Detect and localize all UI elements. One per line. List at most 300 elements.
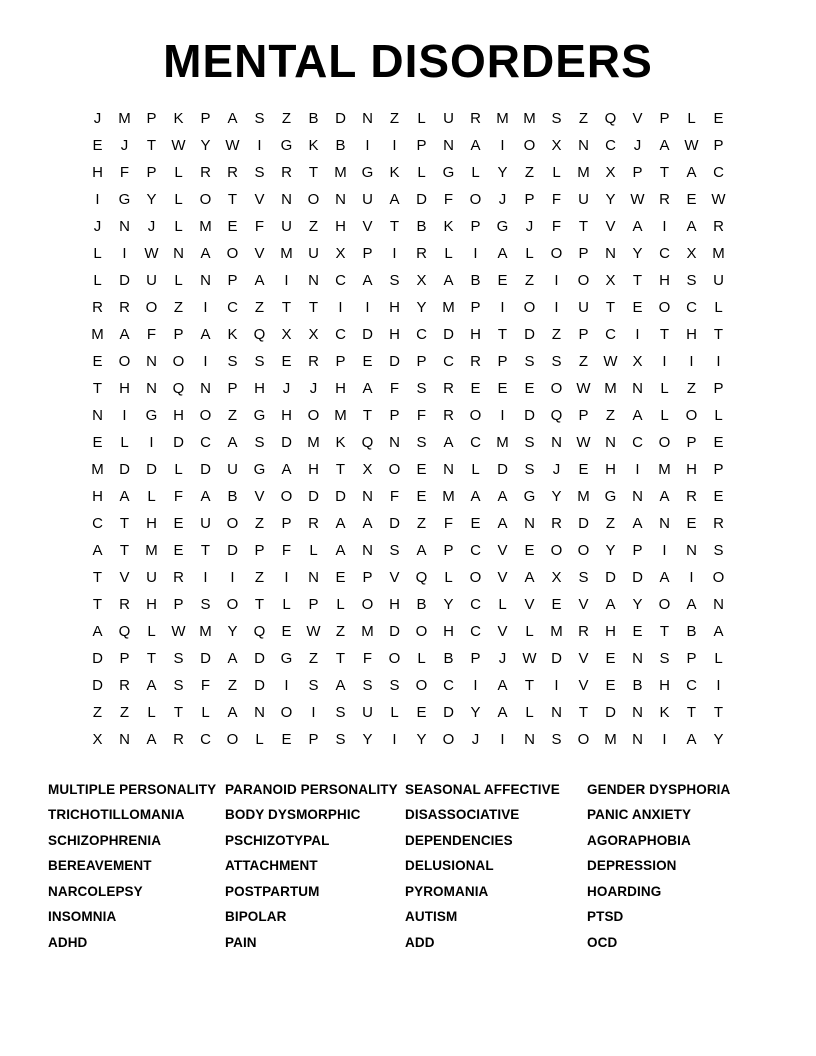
grid-letter: N xyxy=(335,190,346,208)
grid-row xyxy=(84,132,732,159)
grid-letter: F xyxy=(551,190,562,208)
grid-letter: E xyxy=(713,433,724,451)
grid-letter: M xyxy=(280,244,293,262)
grid-letter: A xyxy=(497,514,508,532)
grid-letter: W xyxy=(522,649,537,667)
grid-letter: A xyxy=(659,136,670,154)
grid-letter: M xyxy=(577,487,590,505)
grid-letter: L xyxy=(147,703,156,721)
grid-letter: M xyxy=(442,298,455,316)
grid-letter: P xyxy=(200,109,211,127)
grid-letter: A xyxy=(92,622,103,640)
grid-row xyxy=(84,267,732,294)
grid-letter: U xyxy=(200,514,211,532)
grid-letter: M xyxy=(604,379,617,397)
grid-row xyxy=(84,348,732,375)
grid-letter: V xyxy=(578,595,589,613)
grid-letter: L xyxy=(471,163,480,181)
grid-letter: M xyxy=(199,217,212,235)
grid-letter: U xyxy=(713,271,724,289)
grid-letter: T xyxy=(659,163,670,181)
grid-letter: L xyxy=(174,217,183,235)
grid-letter: K xyxy=(389,163,400,181)
grid-letter: N xyxy=(362,541,373,559)
word-list-item: DEPENDENCIES xyxy=(405,832,513,848)
grid-letter: S xyxy=(389,541,400,559)
grid-letter: A xyxy=(146,730,157,748)
grid-letter: P xyxy=(362,244,373,262)
grid-letter: I xyxy=(203,568,208,586)
grid-letter: P xyxy=(686,649,697,667)
grid-letter: Z xyxy=(254,568,265,586)
grid-letter: O xyxy=(226,514,239,532)
grid-letter: P xyxy=(254,541,265,559)
grid-letter: J xyxy=(525,217,534,235)
grid-letter: F xyxy=(146,325,157,343)
grid-letter: M xyxy=(442,487,455,505)
grid-letter: K xyxy=(335,433,346,451)
grid-letter: N xyxy=(146,379,157,397)
grid-letter: L xyxy=(417,163,426,181)
grid-letter: Y xyxy=(470,703,481,721)
grid-letter: O xyxy=(307,406,320,424)
grid-letter: F xyxy=(443,514,454,532)
grid-letter: I xyxy=(716,352,721,370)
grid-letter: F xyxy=(389,379,400,397)
grid-letter: N xyxy=(173,244,184,262)
grid-letter: A xyxy=(416,541,427,559)
grid-letter: I xyxy=(500,406,505,424)
word-list-item: PYROMANIA xyxy=(405,883,489,899)
grid-letter: T xyxy=(92,379,103,397)
grid-letter: H xyxy=(443,622,454,640)
grid-letter: Y xyxy=(416,730,427,748)
grid-letter: I xyxy=(662,730,667,748)
word-list-item: GENDER DYSPHORIA xyxy=(587,781,731,797)
grid-letter: P xyxy=(173,595,184,613)
grid-letter: L xyxy=(93,271,102,289)
grid-letter: D xyxy=(308,487,319,505)
grid-letter: K xyxy=(443,217,454,235)
grid-letter: I xyxy=(689,568,694,586)
word-list-item: AGORAPHOBIA xyxy=(587,832,691,848)
grid-letter: A xyxy=(362,271,373,289)
grid-letter: P xyxy=(362,568,373,586)
grid-letter: A xyxy=(659,568,670,586)
grid-letter: M xyxy=(658,460,671,478)
grid-letter: M xyxy=(91,325,104,343)
grid-letter: H xyxy=(281,406,292,424)
grid-letter: Y xyxy=(632,595,643,613)
grid-row xyxy=(84,240,732,267)
grid-letter: Y xyxy=(605,190,616,208)
grid-letter: V xyxy=(605,217,616,235)
grid-letter: A xyxy=(119,487,130,505)
grid-letter: L xyxy=(444,244,453,262)
grid-letter: S xyxy=(416,433,427,451)
grid-letter: H xyxy=(335,379,346,397)
grid-letter: C xyxy=(200,433,211,451)
grid-letter: I xyxy=(689,352,694,370)
grid-letter: I xyxy=(392,244,397,262)
grid-letter: L xyxy=(255,730,264,748)
grid-letter: P xyxy=(713,136,724,154)
grid-letter: J xyxy=(282,379,291,397)
grid-letter: S xyxy=(578,568,589,586)
grid-letter: A xyxy=(200,244,211,262)
grid-letter: L xyxy=(174,271,183,289)
grid-letter: L xyxy=(174,190,183,208)
grid-letter: W xyxy=(684,136,699,154)
grid-letter: W xyxy=(711,190,726,208)
grid-row xyxy=(84,618,732,645)
grid-letter: R xyxy=(470,109,481,127)
grid-letter: D xyxy=(92,676,103,694)
grid-letter: A xyxy=(200,487,211,505)
grid-letter: G xyxy=(604,487,617,505)
grid-letter: E xyxy=(524,541,535,559)
grid-letter: S xyxy=(659,649,670,667)
grid-letter: R xyxy=(551,514,562,532)
grid-letter: O xyxy=(658,433,671,451)
grid-letter: A xyxy=(443,271,454,289)
grid-letter: D xyxy=(119,271,130,289)
grid-letter: L xyxy=(93,244,102,262)
grid-letter: I xyxy=(662,541,667,559)
grid-letter: N xyxy=(119,217,130,235)
grid-letter: R xyxy=(470,352,481,370)
grid-row xyxy=(84,564,732,591)
grid-letter: V xyxy=(497,622,508,640)
grid-letter: F xyxy=(362,649,373,667)
grid-letter: C xyxy=(659,244,670,262)
grid-letter: T xyxy=(686,703,697,721)
grid-letter: L xyxy=(525,622,534,640)
grid-letter: L xyxy=(498,595,507,613)
puzzle-title: MENTAL DISORDERS xyxy=(163,35,653,87)
grid-letter: Q xyxy=(253,622,266,640)
grid-letter: E xyxy=(713,487,724,505)
grid-letter: M xyxy=(550,622,563,640)
grid-letter: S xyxy=(254,109,265,127)
grid-letter: L xyxy=(660,406,669,424)
grid-letter: S xyxy=(551,109,562,127)
grid-letter: A xyxy=(443,433,454,451)
grid-letter: C xyxy=(470,433,481,451)
grid-letter: B xyxy=(632,676,643,694)
grid-letter: T xyxy=(119,541,130,559)
grid-letter: I xyxy=(284,568,289,586)
grid-letter: V xyxy=(389,568,400,586)
grid-letter: A xyxy=(335,676,346,694)
word-list-item: ADD xyxy=(405,934,435,950)
grid-letter: A xyxy=(470,136,481,154)
grid-letter: U xyxy=(281,217,292,235)
grid-letter: O xyxy=(172,352,185,370)
grid-letter: N xyxy=(551,433,562,451)
grid-letter: P xyxy=(497,352,508,370)
grid-letter: A xyxy=(713,622,724,640)
grid-letter: D xyxy=(335,487,346,505)
grid-letter: A xyxy=(362,514,373,532)
grid-letter: E xyxy=(227,217,238,235)
grid-letter: F xyxy=(281,541,292,559)
grid-letter: R xyxy=(659,190,670,208)
grid-letter: E xyxy=(416,703,427,721)
grid-letter: H xyxy=(146,514,157,532)
grid-letter: B xyxy=(470,271,481,289)
grid-letter: X xyxy=(92,730,103,748)
grid-letter: M xyxy=(145,541,158,559)
grid-letter: J xyxy=(309,379,318,397)
grid-letter: N xyxy=(200,379,211,397)
grid-letter: N xyxy=(605,433,616,451)
grid-letter: R xyxy=(713,514,724,532)
grid-letter: N xyxy=(605,244,616,262)
grid-letter: D xyxy=(119,460,130,478)
grid-letter: T xyxy=(524,676,535,694)
grid-letter: E xyxy=(551,595,562,613)
grid-letter: S xyxy=(335,703,346,721)
grid-letter: N xyxy=(632,487,643,505)
word-list-column xyxy=(587,777,730,956)
grid-letter: H xyxy=(605,460,616,478)
grid-letter: A xyxy=(686,163,697,181)
word-list-item: DELUSIONAL xyxy=(405,858,494,874)
grid-letter: Z xyxy=(524,271,535,289)
grid-letter: N xyxy=(659,514,670,532)
grid-letter: O xyxy=(658,595,671,613)
grid-letter: P xyxy=(173,325,184,343)
grid-letter: L xyxy=(174,460,183,478)
grid-row xyxy=(84,483,732,510)
word-list-item: ADHD xyxy=(48,934,88,950)
grid-letter: K xyxy=(308,136,319,154)
grid-letter: Y xyxy=(551,487,562,505)
grid-letter: I xyxy=(473,676,478,694)
grid-row xyxy=(84,591,732,618)
grid-letter: P xyxy=(389,406,400,424)
grid-letter: O xyxy=(523,136,536,154)
grid-letter: S xyxy=(254,433,265,451)
grid-letter: P xyxy=(308,730,319,748)
grid-letter: N xyxy=(308,271,319,289)
grid-row xyxy=(84,213,732,240)
grid-letter: A xyxy=(659,487,670,505)
grid-letter: T xyxy=(659,325,670,343)
grid-letter: B xyxy=(416,595,427,613)
grid-letter: D xyxy=(578,514,589,532)
grid-letter: P xyxy=(416,136,427,154)
word-list-item: HOARDING xyxy=(587,883,662,899)
grid-letter: R xyxy=(227,163,238,181)
grid-letter: Y xyxy=(632,244,643,262)
grid-letter: X xyxy=(416,271,427,289)
grid-letter: H xyxy=(686,460,697,478)
grid-letter: E xyxy=(362,352,373,370)
grid-letter: W xyxy=(576,379,591,397)
grid-letter: I xyxy=(122,406,127,424)
grid-letter: D xyxy=(389,352,400,370)
grid-letter: U xyxy=(308,244,319,262)
grid-letter: E xyxy=(92,433,103,451)
grid-letter: L xyxy=(147,622,156,640)
grid-letter: A xyxy=(227,703,238,721)
grid-letter: O xyxy=(523,298,536,316)
grid-letter: S xyxy=(254,163,265,181)
word-list-item: PAIN xyxy=(225,934,257,950)
grid-letter: N xyxy=(92,406,103,424)
grid-letter: T xyxy=(389,217,400,235)
grid-row xyxy=(84,402,732,429)
grid-letter: T xyxy=(362,406,373,424)
grid-letter: R xyxy=(173,568,184,586)
grid-letter: G xyxy=(253,406,266,424)
word-list-item: PARANOID PERSONALITY xyxy=(225,781,398,797)
grid-letter: Z xyxy=(578,352,589,370)
grid-letter: A xyxy=(335,514,346,532)
grid-letter: R xyxy=(416,244,427,262)
grid-letter: D xyxy=(335,109,346,127)
word-list-item: DEPRESSION xyxy=(587,858,677,874)
grid-letter: M xyxy=(91,460,104,478)
grid-letter: Y xyxy=(146,190,157,208)
word-list-item: SEASONAL AFFECTIVE xyxy=(405,781,560,797)
grid-row xyxy=(84,456,732,483)
grid-row xyxy=(84,672,732,699)
grid-letter: H xyxy=(335,217,346,235)
grid-letter: D xyxy=(389,514,400,532)
grid-letter: M xyxy=(307,433,320,451)
grid-letter: F xyxy=(551,217,562,235)
grid-letter: I xyxy=(392,136,397,154)
grid-letter: L xyxy=(417,649,426,667)
grid-letter: Z xyxy=(92,703,103,721)
grid-letter: N xyxy=(632,703,643,721)
grid-letter: D xyxy=(92,649,103,667)
grid-letter: X xyxy=(551,136,562,154)
grid-letter: R xyxy=(308,514,319,532)
grid-letter: Q xyxy=(118,622,131,640)
grid-letter: O xyxy=(226,244,239,262)
grid-letter: T xyxy=(173,703,184,721)
grid-letter: J xyxy=(498,190,507,208)
grid-letter: N xyxy=(578,136,589,154)
grid-letter: E xyxy=(497,379,508,397)
grid-letter: W xyxy=(576,433,591,451)
grid-letter: M xyxy=(361,622,374,640)
grid-letter: W xyxy=(171,622,186,640)
grid-row xyxy=(84,429,732,456)
grid-letter: S xyxy=(551,352,562,370)
grid-letter: W xyxy=(603,352,618,370)
grid-letter: X xyxy=(686,244,697,262)
grid-letter: L xyxy=(282,595,291,613)
grid-letter: T xyxy=(200,541,211,559)
grid-letter: E xyxy=(281,352,292,370)
grid-letter: A xyxy=(335,541,346,559)
grid-letter: T xyxy=(92,568,103,586)
grid-letter: U xyxy=(443,109,454,127)
grid-letter: U xyxy=(362,190,373,208)
grid-letter: R xyxy=(713,217,724,235)
grid-letter: I xyxy=(122,244,127,262)
grid-letter: Z xyxy=(578,109,589,127)
grid-letter: M xyxy=(118,109,131,127)
grid-letter: N xyxy=(632,649,643,667)
grid-letter: E xyxy=(173,514,184,532)
grid-letter: J xyxy=(633,136,642,154)
grid-letter: P xyxy=(308,595,319,613)
grid-letter: L xyxy=(147,487,156,505)
grid-letter: I xyxy=(500,136,505,154)
grid-letter: I xyxy=(95,190,100,208)
grid-letter: S xyxy=(308,676,319,694)
grid-letter: I xyxy=(662,352,667,370)
grid-letter: P xyxy=(470,298,481,316)
grid-letter: H xyxy=(146,595,157,613)
word-list-item: MULTIPLE PERSONALITY xyxy=(48,781,217,797)
grid-letter: O xyxy=(118,352,131,370)
grid-letter: L xyxy=(174,163,183,181)
grid-letter: G xyxy=(145,406,158,424)
grid-letter: T xyxy=(578,217,589,235)
grid-letter: Z xyxy=(605,406,616,424)
grid-letter: K xyxy=(227,325,238,343)
grid-letter: N xyxy=(119,730,130,748)
grid-letter: M xyxy=(334,163,347,181)
grid-letter: X xyxy=(362,460,373,478)
grid-letter: Z xyxy=(227,406,238,424)
grid-letter: E xyxy=(335,568,346,586)
grid-letter: W xyxy=(306,622,321,640)
grid-letter: V xyxy=(524,595,535,613)
grid-letter: T xyxy=(308,163,319,181)
grid-letter: C xyxy=(416,325,427,343)
grid-letter: I xyxy=(365,298,370,316)
grid-letter: B xyxy=(335,136,346,154)
grid-letter: S xyxy=(524,433,535,451)
grid-letter: Z xyxy=(686,379,697,397)
grid-letter: A xyxy=(254,271,265,289)
grid-letter: W xyxy=(225,136,240,154)
grid-letter: T xyxy=(335,460,346,478)
grid-letter: L xyxy=(714,298,723,316)
word-list-item: NARCOLEPSY xyxy=(48,883,143,899)
grid-letter: S xyxy=(416,379,427,397)
grid-letter: D xyxy=(524,406,535,424)
grid-letter: F xyxy=(173,487,184,505)
grid-letter: N xyxy=(200,271,211,289)
grid-letter: J xyxy=(120,136,129,154)
grid-letter: C xyxy=(470,595,481,613)
grid-letter: Z xyxy=(416,514,427,532)
grid-letter: D xyxy=(254,649,265,667)
word-list-item: SCHIZOPHRENIA xyxy=(48,832,162,848)
grid-letter: N xyxy=(389,433,400,451)
word-list-item: INSOMNIA xyxy=(48,909,117,925)
grid-letter: N xyxy=(551,703,562,721)
grid-letter: A xyxy=(92,541,103,559)
grid-letter: S xyxy=(686,271,697,289)
grid-letter: O xyxy=(415,676,428,694)
grid-letter: A xyxy=(389,190,400,208)
grid-letter: R xyxy=(119,298,130,316)
grid-letter: V xyxy=(578,649,589,667)
grid-letter: P xyxy=(524,190,535,208)
grid-letter: H xyxy=(254,379,265,397)
grid-letter: P xyxy=(578,325,589,343)
